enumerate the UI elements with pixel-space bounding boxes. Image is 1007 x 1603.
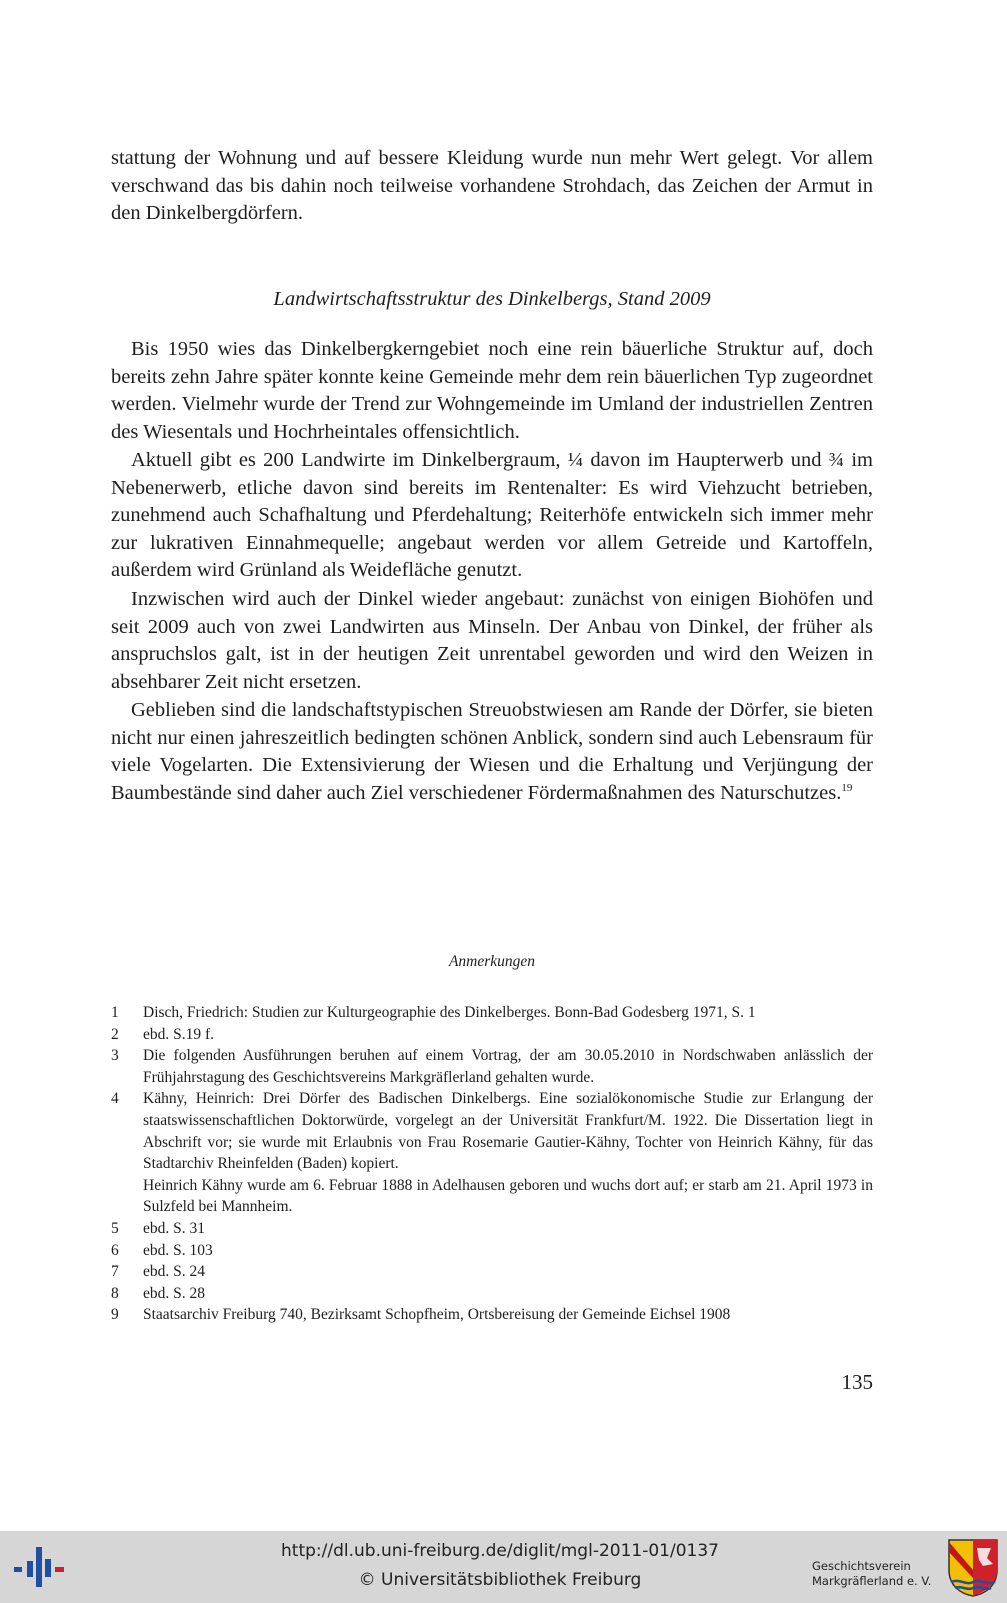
note-text: [143, 1304, 873, 1326]
note-item: [111, 1283, 873, 1305]
notes-list: [111, 1002, 873, 1326]
note-text: [143, 1283, 873, 1305]
footer-url[interactable]: http://dl.ub.uni-freiburg.de/diglit/mgl-2011-01/0137: [281, 1541, 719, 1561]
note-number: 5: [111, 1219, 119, 1237]
footer-copyright: © Universitätsbibliothek Freiburg: [358, 1570, 642, 1590]
notes-title: Anmerkungen: [448, 953, 536, 970]
note-number: 8: [111, 1284, 119, 1302]
society-name: [812, 1559, 931, 1589]
society-name-line1: Geschichtsverein: [812, 1559, 911, 1573]
note-number: 1: [111, 1004, 119, 1021]
note-line: Die folgenden Ausführungen beruhen auf einem Vortrag, der am 30.05.2010 in Nordschwaben anlässlich der Frühjahrstagung des Geschichtsvereins Markgräflerland gehalten wurde.: [143, 1047, 873, 1086]
note-line: Kähny, Heinrich: Drei Dörfer des Badischen Dinkelbergs. Eine sozialökonomische Studie zur Erlangung der staatswissenschaftlichen Doktorwürde, vorgelegt an der Universität Frankfurt/M. 1922. Die Dissertation liegt in Abschrift vor; sie wurde mit Erlaubnis von Frau Rosemarie Gautier-Kähny, Tochter von Heinrich Kähny, für das Stadtarchiv Rheinfelden (Baden) kopiert.: [143, 1090, 873, 1173]
note-number: 3: [111, 1047, 119, 1065]
body-paragraph-4: [111, 697, 873, 807]
note-text: [143, 1088, 873, 1218]
note-item: [111, 1240, 873, 1262]
note-text: [143, 1024, 873, 1046]
note-line: ebd. S. 31: [143, 1219, 205, 1237]
note-line: ebd. S. 28: [143, 1284, 205, 1302]
note-text: [143, 1240, 873, 1262]
body-paragraph-3: Inzwischen wird auch der Dinkel wieder angebaut: zunächst von einigen Biohöfen und seit 2009 auch von zwei Landwirten aus Minseln. Der Anbau von Dinkel, der früher als anspruchslos galt, ist in der heutigen Zeit unrentabel geworden und wird den Weizen in absehbarer Zeit nicht ersetzen.: [111, 588, 873, 693]
society-name-line2: Markgräflerland e. V.: [812, 1574, 932, 1588]
note-number: 4: [111, 1090, 119, 1108]
note-line: Disch, Friedrich: Studien zur Kulturgeographie des Dinkelberges. Bonn-Bad Godesberg 1971, S. 1: [143, 1004, 756, 1021]
body-paragraph-2: Aktuell gibt es 200 Landwirte im Dinkelbergraum, ¼ davon im Haupterwerb und ¾ im Nebenerwerb, etliche davon sind bereits im Rentenalter: Es wird Viehzucht betrieben, zunehmend auch Schafhaltung und Pferdehaltung; Reiterhöfe entwickeln sich immer mehr zur lukrativen Einnahmequelle; angebaut werden vor allem Getreide und Kartoffeln, außerdem wird Grünland als Weidefläche genutzt.: [111, 449, 873, 582]
note-item: [111, 1024, 873, 1046]
section-heading: Landwirtschaftsstruktur des Dinkelbergs, Stand 2009: [273, 288, 711, 310]
page-number: 135: [841, 1370, 873, 1394]
note-text: [143, 1261, 873, 1283]
note-line: ebd. S.19 f.: [143, 1025, 215, 1043]
note-number: 6: [111, 1241, 119, 1259]
note-item: [111, 1088, 873, 1218]
library-logo-icon: [12, 1541, 66, 1593]
note-text: [143, 1218, 873, 1240]
note-item: [111, 1261, 873, 1283]
coat-of-arms-icon: [947, 1538, 999, 1598]
note-number: 7: [111, 1263, 119, 1281]
body-paragraph-4-text: Geblieben sind die landschaftstypischen Streuobstwiesen am Rande der Dörfer, sie bieten nicht nur einen jahreszeitlich bedingten schönen Anblick, sondern sind auch Lebensraum für viele Vogelarten. Die Extensivierung der Wiesen und die Erhaltung und Verjüngung der Baumbestände sind daher auch Ziel verschiedener Fördermaßnahmen des Naturschutzes.: [111, 699, 873, 804]
note-number: 9: [111, 1306, 119, 1324]
note-line: ebd. S. 24: [143, 1263, 205, 1281]
note-item: [111, 1304, 873, 1326]
note-item: [111, 1045, 873, 1088]
body-paragraph-top: stattung der Wohnung und auf bessere Kleidung wurde nun mehr Wert gelegt. Vor allem verschwand das bis dahin noch teilweise vorhandene Strohdach, das Zeichen der Armut in den Dinkelbergdörfern.: [111, 147, 873, 225]
note-line: Staatsarchiv Freiburg 740, Bezirksamt Schopfheim, Ortsbereisung der Gemeinde Eichsel 1908: [143, 1306, 731, 1324]
body-paragraph-1: Bis 1950 wies das Dinkelbergkerngebiet noch eine rein bäuerliche Struktur auf, doch bereits zehn Jahre später konnte keine Gemeinde mehr dem rein bäuerlichen Typ zugeordnet werden. Vielmehr wurde der Trend zur Wohngemeinde im Umland der industriellen Zentren des Wiesentals und Hochrheintales offensichtlich.: [111, 338, 873, 443]
note-number: 2: [111, 1025, 119, 1043]
note-text: [143, 1045, 873, 1088]
note-item: [111, 1002, 873, 1024]
note-line: ebd. S. 103: [143, 1241, 213, 1259]
note-text: [143, 1002, 873, 1024]
note-item: [111, 1218, 873, 1240]
footnote-ref: 19: [841, 781, 853, 794]
footer-bar: [0, 1531, 1007, 1603]
note-line: Heinrich Kähny wurde am 6. Februar 1888 in Adelhausen geboren und wuchs dort auf; er starb am 21. April 1973 in Sulzfeld bei Mannheim.: [143, 1176, 873, 1216]
